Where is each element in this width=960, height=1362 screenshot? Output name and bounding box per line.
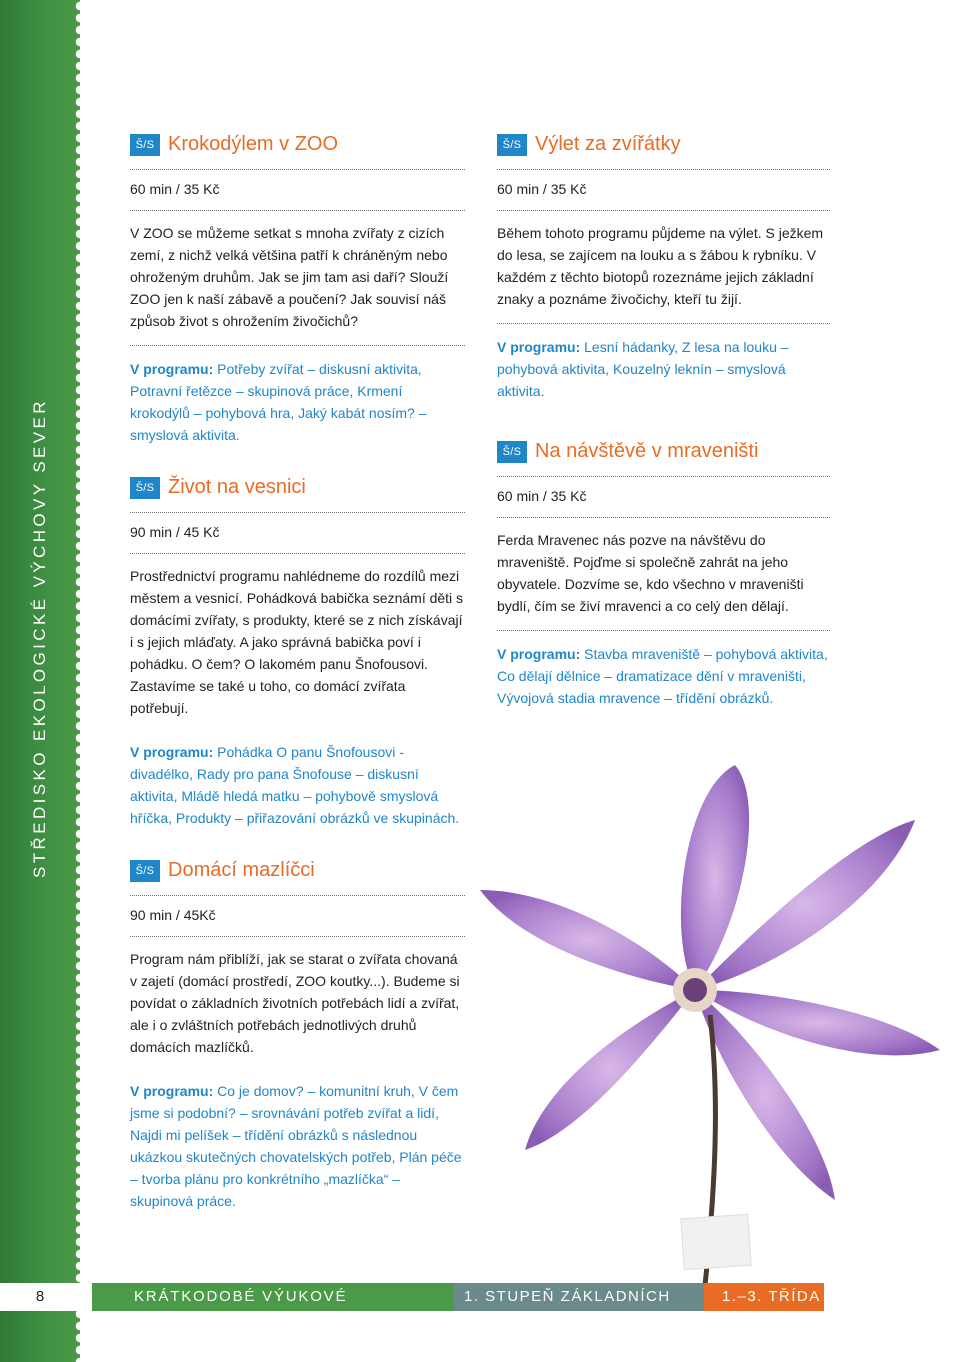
- level-badge: Š/S: [130, 477, 160, 499]
- sidebar-title: STŘEDISKO EKOLOGICKÉ VÝCHOVY SEVER: [30, 398, 49, 878]
- program-block: [130, 476, 465, 829]
- level-badge: Š/S: [497, 134, 527, 156]
- program-block: [497, 133, 830, 402]
- clematis-flower-image: [470, 740, 960, 1290]
- program-title: Na návštěvě v mraveništi: [535, 440, 759, 462]
- program-duration-price: 90 min / 45Kč: [130, 907, 216, 923]
- dotted-divider: [130, 345, 465, 346]
- program-description: Program nám přiblíží, jak se starat o zvířata chovaná v zajetí (domácí prostředí, ZOO koutky...). Budeme si povídat o základních životních potřebách lidí a zvířat, ale i o zvláštních potřebách jednotlivých druhů domácích mazlíčků.: [130, 951, 460, 1055]
- program-duration-price: 60 min / 35 Kč: [497, 181, 587, 197]
- dotted-divider: [130, 169, 465, 170]
- dotted-divider: [497, 476, 830, 477]
- program-title: Krokodýlem v ZOO: [168, 133, 339, 155]
- dotted-divider: [497, 323, 830, 324]
- program-duration-price: 60 min / 35 Kč: [497, 488, 587, 504]
- program-block: [130, 859, 465, 1212]
- sidebar: [0, 0, 80, 1362]
- activities-label: V programu:: [497, 646, 581, 662]
- level-badge: Š/S: [497, 441, 527, 463]
- program-description: V ZOO se můžeme setkat s mnoha zvířaty z cizích zemí, z nichž velká většina patří k chráněným nebo ohroženým druhům. Jak se jim tam asi daří? Slouží ZOO jen k naší zábavě a poučení? Jak souvisí náš způsob život s ohrožením živočichů?: [130, 225, 449, 329]
- footer-section: KRÁTKODOBÉ VÝUKOVÉ PROGRAMY: [92, 1283, 454, 1311]
- activities-text: Lesní hádanky, Z lesa na louku – pohybová aktivita, Kouzelný leknín – smyslová aktivita.: [497, 339, 789, 399]
- program-activities: [130, 741, 465, 829]
- page-number: 8: [0, 1283, 80, 1311]
- program-description: Během tohoto programu půjdeme na výlet. S ježkem do lesa, se zajícem na louku a s žábou k rybníku. V každém z těchto biotopů rozeznáme jejich základní znaky a poznáme živočichy, kteří tu žijí.: [497, 225, 824, 307]
- program-title: Výlet za zvířátky: [535, 133, 681, 155]
- level-badge: Š/S: [130, 134, 160, 156]
- activities-label: V programu:: [497, 339, 581, 355]
- petal-shape: [480, 890, 695, 990]
- activities-text: Stavba mraveniště – pohybová aktivita, Co dělají dělnice – dramatizace dění v mraveništi, Vývojová stadia mravence – třídění obrázků.: [497, 646, 828, 706]
- dotted-divider: [130, 895, 465, 896]
- dotted-divider: [130, 210, 465, 211]
- program-block: [130, 133, 465, 446]
- program-duration-price: 90 min / 45 Kč: [130, 524, 220, 540]
- activities-label: V programu:: [130, 1083, 214, 1099]
- program-activities: [497, 643, 830, 709]
- program-block: [497, 440, 830, 709]
- program-title: Domácí mazlíčci: [168, 859, 315, 881]
- program-activities: [497, 336, 830, 402]
- footer-bar: [92, 1283, 824, 1333]
- left-column: [130, 133, 465, 1212]
- activities-label: V programu:: [130, 361, 214, 377]
- program-activities: [130, 1080, 465, 1212]
- program-duration-price: 60 min / 35 Kč: [130, 181, 220, 197]
- activities-text: Co je domov? – komunitní kruh, V čem jsme si podobní? – srovnávání potřeb zvířat a lidí, Najdi mi pelíšek – třídění obrázků s následnou ukázkou skutečných chovatelských potřeb, Plán péče – tvorba plánu pro konkrétního „mazlíčka“ – skupinová práce.: [130, 1083, 462, 1209]
- program-description: Ferda Mravenec nás pozve na návštěvu do mraveniště. Pojďme si společně zahrát na jeho obyvatele. Dozvíme se, kdo všechno v mraveništi bydlí, čím se živí mravenci a co celý den dělají.: [497, 532, 804, 614]
- dotted-divider: [497, 517, 830, 518]
- dotted-divider: [130, 553, 465, 554]
- activities-label: V programu:: [130, 744, 214, 760]
- footer-grade: 1.–3. TŘÍDA: [704, 1283, 824, 1311]
- dotted-divider: [497, 169, 830, 170]
- dotted-divider: [497, 630, 830, 631]
- flower-stamen-shape: [683, 978, 707, 1002]
- photo-card: [680, 1214, 751, 1271]
- activities-text: Pohádka O panu Šnofousovi - divadélko, Rady pro pana Šnofouse – diskusní aktivita, Mládě hledá matku – pohybově smyslová hříčka, Produkty – přiřazování obrázků ve skupinách.: [130, 744, 460, 826]
- program-description: Prostřednictví programu nahlédneme do rozdílů mezi městem a vesnicí. Pohádková babička seznámí děti s domácími zvířaty, s produkty, které se z nich získávají i s jejich mláďaty. A jako správná babička poví i pohádku. O čem? O lakomém panu Šnofousovi. Zastavíme se také u toho, co domácí zvířata potřebují.: [130, 568, 464, 716]
- dotted-divider: [130, 512, 465, 513]
- level-badge: Š/S: [130, 860, 160, 882]
- right-column: [497, 133, 830, 709]
- program-activities: [130, 358, 465, 446]
- footer-level: 1. STUPEŇ ZÁKLADNÍCH ŠKOL: [454, 1283, 704, 1311]
- activities-text: Potřeby zvířat – diskusní aktivita, Potravní řetězce – skupinová práce, Krmení krokodýlů – pohybová hra, Jaký kabát nosím? – smyslová aktivita.: [130, 361, 427, 443]
- program-title: Život na vesnici: [168, 476, 306, 498]
- dotted-divider: [497, 210, 830, 211]
- dotted-divider: [130, 936, 465, 937]
- petal-shape: [525, 990, 695, 1150]
